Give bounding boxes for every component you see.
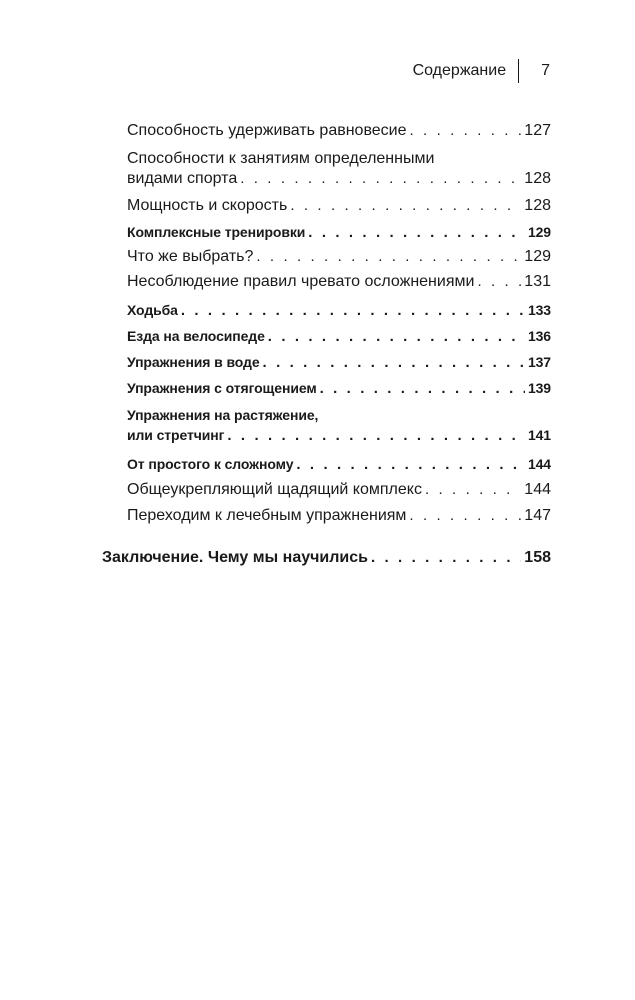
toc-entry-label: Ходьба bbox=[127, 302, 178, 318]
toc-entry-label: Езда на велосипеде bbox=[127, 328, 265, 344]
dot-leader bbox=[296, 455, 525, 475]
toc-entry-page: 133 bbox=[527, 302, 551, 318]
toc-entry-power-speed bbox=[127, 196, 551, 216]
toc-entry-label: От простого к сложному bbox=[127, 456, 294, 472]
toc-entry-page: 141 bbox=[527, 427, 551, 443]
toc-entry-simple-to-complex bbox=[127, 454, 551, 475]
toc-entry-rules-complications bbox=[127, 272, 551, 292]
toc-entry-page: 127 bbox=[524, 122, 551, 139]
toc-entry-label: Несоблюдение правил чревато осложнениями bbox=[127, 273, 475, 290]
dot-leader bbox=[227, 426, 525, 446]
dot-leader bbox=[308, 223, 525, 243]
toc-entry-page: 131 bbox=[524, 273, 551, 290]
dot-leader bbox=[371, 548, 521, 568]
dot-leader bbox=[410, 121, 522, 141]
toc-entry-balance bbox=[127, 121, 551, 141]
toc-entry-complex-training bbox=[127, 222, 551, 243]
toc-entry-therapeutic-exercises bbox=[127, 506, 551, 526]
toc-entry-page: 128 bbox=[524, 170, 551, 187]
toc-entry-page: 136 bbox=[527, 328, 551, 344]
dot-leader bbox=[263, 353, 525, 373]
dot-leader bbox=[320, 379, 525, 399]
toc-entry-cycling bbox=[127, 326, 551, 347]
toc-entry-what-to-choose bbox=[127, 247, 551, 267]
toc-entry-label: Общеукрепляющий щадящий комплекс bbox=[127, 481, 422, 498]
toc-entry-page: 147 bbox=[524, 507, 551, 524]
dot-leader bbox=[268, 327, 525, 347]
toc-entry-label: Что же выбрать? bbox=[127, 248, 254, 265]
toc-entry-water-exercise bbox=[127, 352, 551, 373]
toc-entry-label-line2: видами спорта bbox=[127, 170, 238, 187]
toc-entry-label-line1: Упражнения на растяжение, bbox=[127, 407, 319, 423]
toc-entry-page: 137 bbox=[527, 354, 551, 370]
toc-entry-page: 129 bbox=[524, 248, 551, 265]
dot-leader bbox=[256, 247, 521, 267]
toc-entry-label: Упражнения в воде bbox=[127, 354, 260, 370]
toc-entry-walking bbox=[127, 300, 551, 321]
toc-entry-sport-abilities bbox=[127, 149, 551, 189]
toc-entry-page: 144 bbox=[527, 456, 551, 472]
toc-entry-label-line2: или стретчинг bbox=[127, 427, 225, 443]
dot-leader bbox=[181, 301, 525, 321]
toc-entry-label: Переходим к лечебным упражнениям bbox=[127, 507, 407, 524]
toc-entry-page: 139 bbox=[527, 380, 551, 396]
toc-entry-stretching bbox=[127, 405, 551, 446]
running-header-title: Содержание bbox=[412, 62, 507, 79]
toc-entry-conclusion bbox=[102, 548, 551, 568]
dot-leader bbox=[409, 506, 521, 526]
dot-leader bbox=[290, 196, 521, 216]
toc-entry-page: 128 bbox=[524, 197, 551, 214]
toc-entry-label-line1: Способности к занятиям определенными bbox=[127, 150, 435, 167]
toc-entry-page: 129 bbox=[527, 224, 551, 240]
toc-entry-label: Упражнения с отягощением bbox=[127, 380, 317, 396]
toc-entry-page: 158 bbox=[524, 549, 551, 566]
toc-entry-page: 144 bbox=[524, 481, 551, 498]
toc-entry-label: Заключение. Чему мы научились bbox=[102, 549, 368, 566]
toc-entry-weights bbox=[127, 378, 551, 399]
toc-entry-label: Комплексные тренировки bbox=[127, 224, 306, 240]
dot-leader bbox=[240, 169, 521, 189]
dot-leader bbox=[425, 480, 521, 500]
dot-leader bbox=[477, 272, 521, 292]
page-number: 7 bbox=[541, 62, 550, 79]
toc-entry-general-complex bbox=[127, 480, 551, 500]
toc-entry-label: Мощность и скорость bbox=[127, 197, 288, 214]
toc-entry-label: Способность удерживать равновесие bbox=[127, 122, 407, 139]
